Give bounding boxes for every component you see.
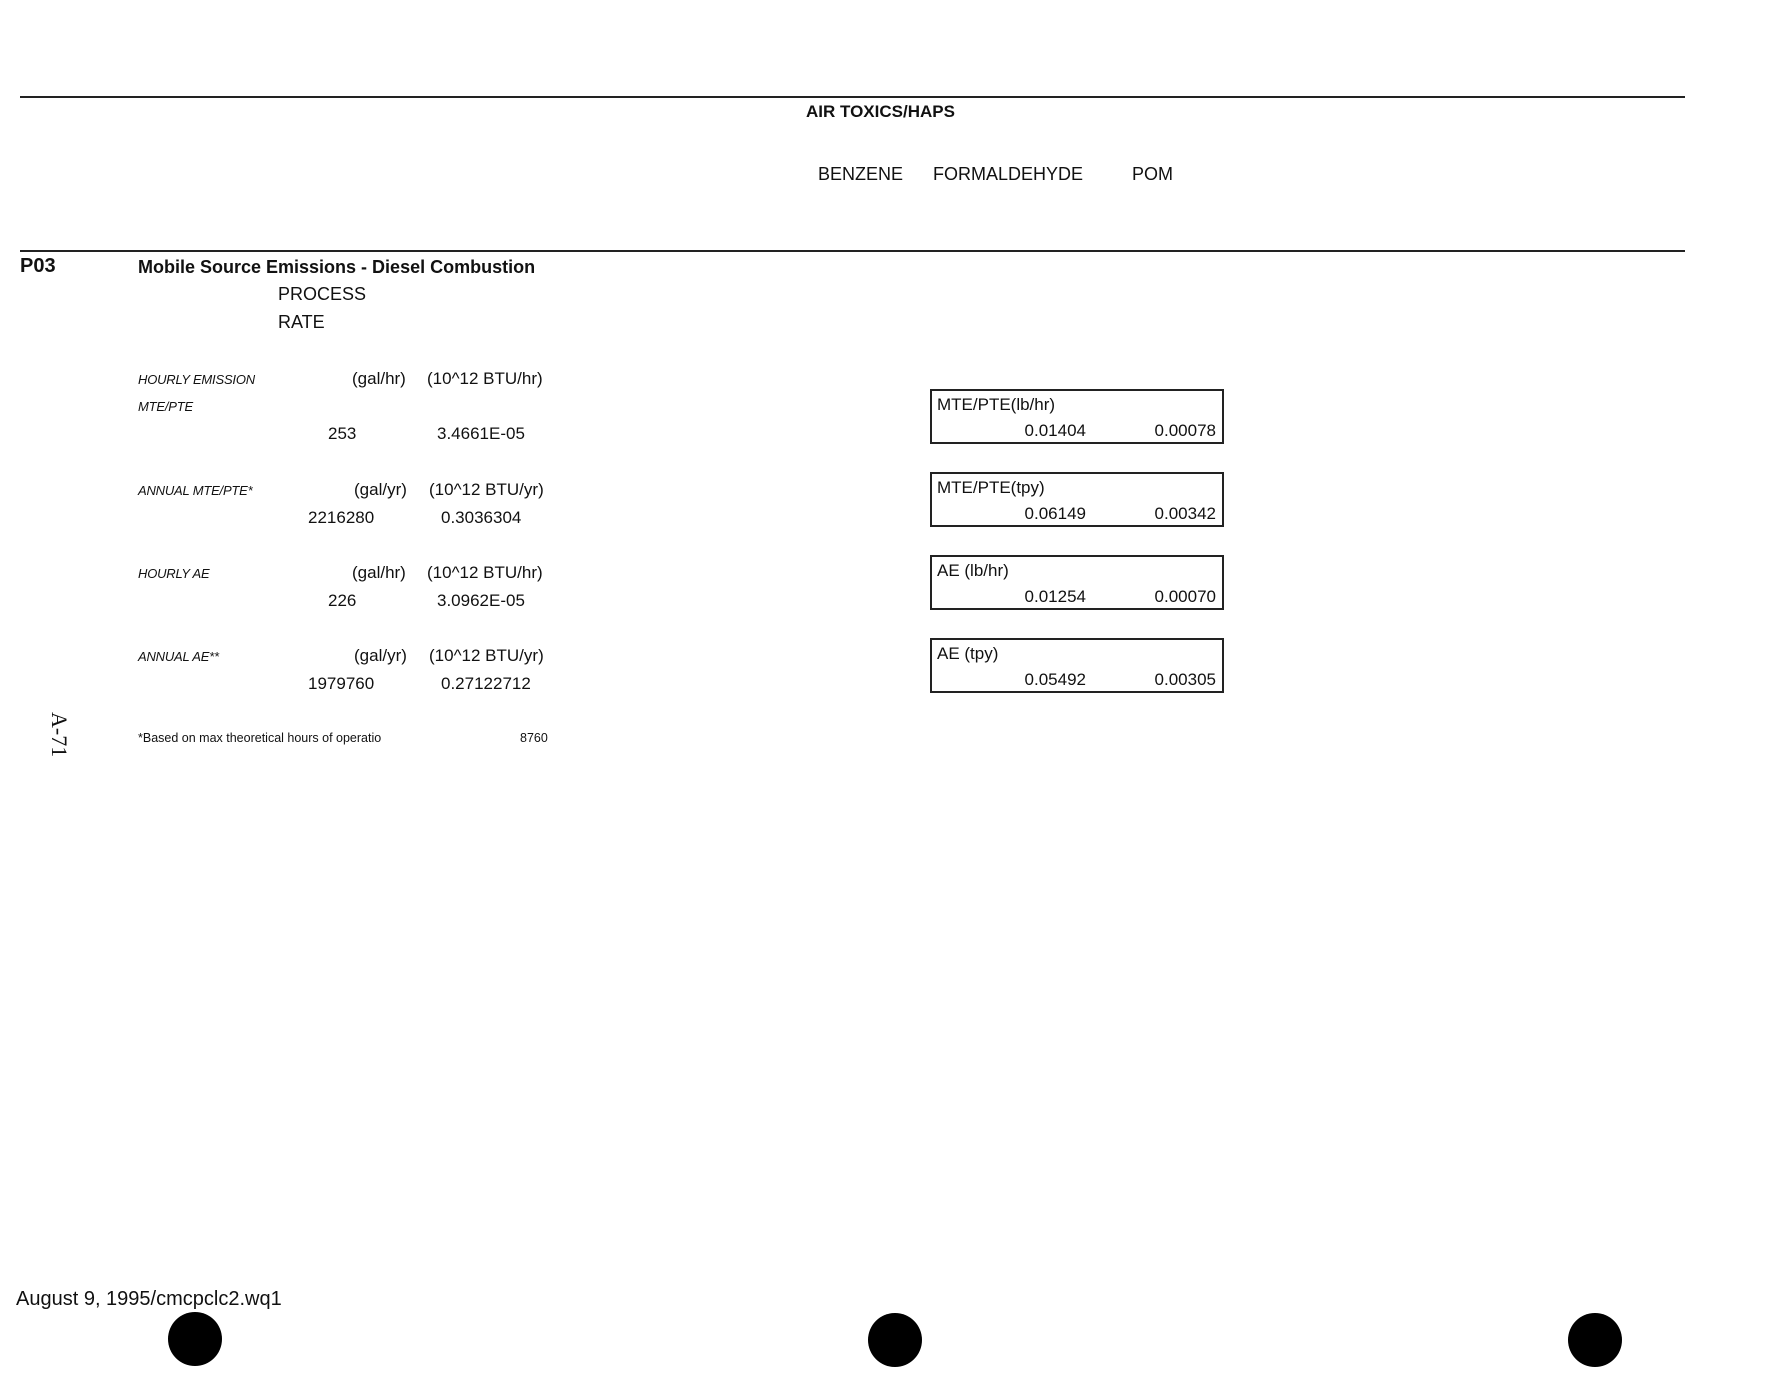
box-value-formaldehyde: 0.00070 [1154,587,1216,606]
footer-date-file: August 9, 1995/cmcpclc2.wq1 [16,1288,282,1310]
row-value-gal: 226 [328,591,357,610]
box-label: MTE/PTE(lb/hr) [937,395,1056,414]
row-unit-btu: (10^12 BTU/yr) [429,646,544,665]
row-unit-gal: (gal/yr) [354,646,407,665]
row-value-btu: 3.4661E-05 [437,424,525,443]
binder-hole-right [1568,1313,1622,1367]
column-header-formaldehyde: FORMALDEHYDE [933,164,1084,184]
footnote-hours-value: 8760 [520,731,548,745]
box-value-benzene: 0.01404 [1024,421,1086,440]
row-unit-gal: (gal/hr) [352,563,406,582]
process-label: PROCESS [278,284,367,304]
source-code: P03 [20,255,56,277]
box-value-benzene: 0.05492 [1024,670,1086,689]
row-unit-btu: (10^12 BTU/yr) [429,480,544,499]
row-unit-btu: (10^12 BTU/hr) [427,563,543,582]
row-label-hourly-ae: HOURLY AE [138,566,210,581]
row-value-gal: 253 [328,424,357,443]
row-label-annual-ae: ANNUAL AE** [138,649,219,664]
row-value-gal: 1979760 [308,674,375,693]
box-label: MTE/PTE(tpy) [937,478,1045,497]
header-title: AIR TOXICS/HAPS [806,102,955,121]
box-label: AE (lb/hr) [937,561,1009,580]
row-unit-btu: (10^12 BTU/hr) [427,369,543,388]
row-unit-gal: (gal/hr) [352,369,406,388]
box-value-benzene: 0.01254 [1024,587,1086,606]
box-value-formaldehyde: 0.00342 [1154,504,1216,523]
box-value-formaldehyde: 0.00305 [1154,670,1216,689]
column-header-pom: POM [1132,164,1174,184]
footnote-text: *Based on max theoretical hours of operatio [138,731,382,745]
binder-hole-center [868,1313,922,1367]
result-box-ae-lb-hr [930,555,1224,610]
binder-hole-left [168,1312,222,1366]
box-value-formaldehyde: 0.00078 [1154,421,1216,440]
rate-label: RATE [278,312,325,332]
result-box-mte-pte-lb-hr [930,389,1224,444]
row-value-btu: 0.3036304 [441,508,522,527]
row-label-hourly-emission: HOURLY EMISSION [138,372,255,387]
row-value-btu: 0.27122712 [441,674,531,693]
row-unit-gal: (gal/yr) [354,480,407,499]
page-number: A-71 [47,712,72,758]
result-box-mte-pte-tpy [930,472,1224,527]
row-label-annual-mte-pte: ANNUAL MTE/PTE* [138,483,253,498]
row-value-btu: 3.0962E-05 [437,591,525,610]
section-rule [20,250,1685,252]
box-value-benzene: 0.06149 [1024,504,1086,523]
section-title: Mobile Source Emissions - Diesel Combustion [138,257,536,277]
box-label: AE (tpy) [937,644,999,663]
column-header-benzene: BENZENE [818,164,904,184]
row-label-mte-pte: MTE/PTE [138,399,193,414]
top-rule [20,96,1685,98]
row-value-gal: 2216280 [308,508,375,527]
result-box-ae-tpy [930,638,1224,693]
